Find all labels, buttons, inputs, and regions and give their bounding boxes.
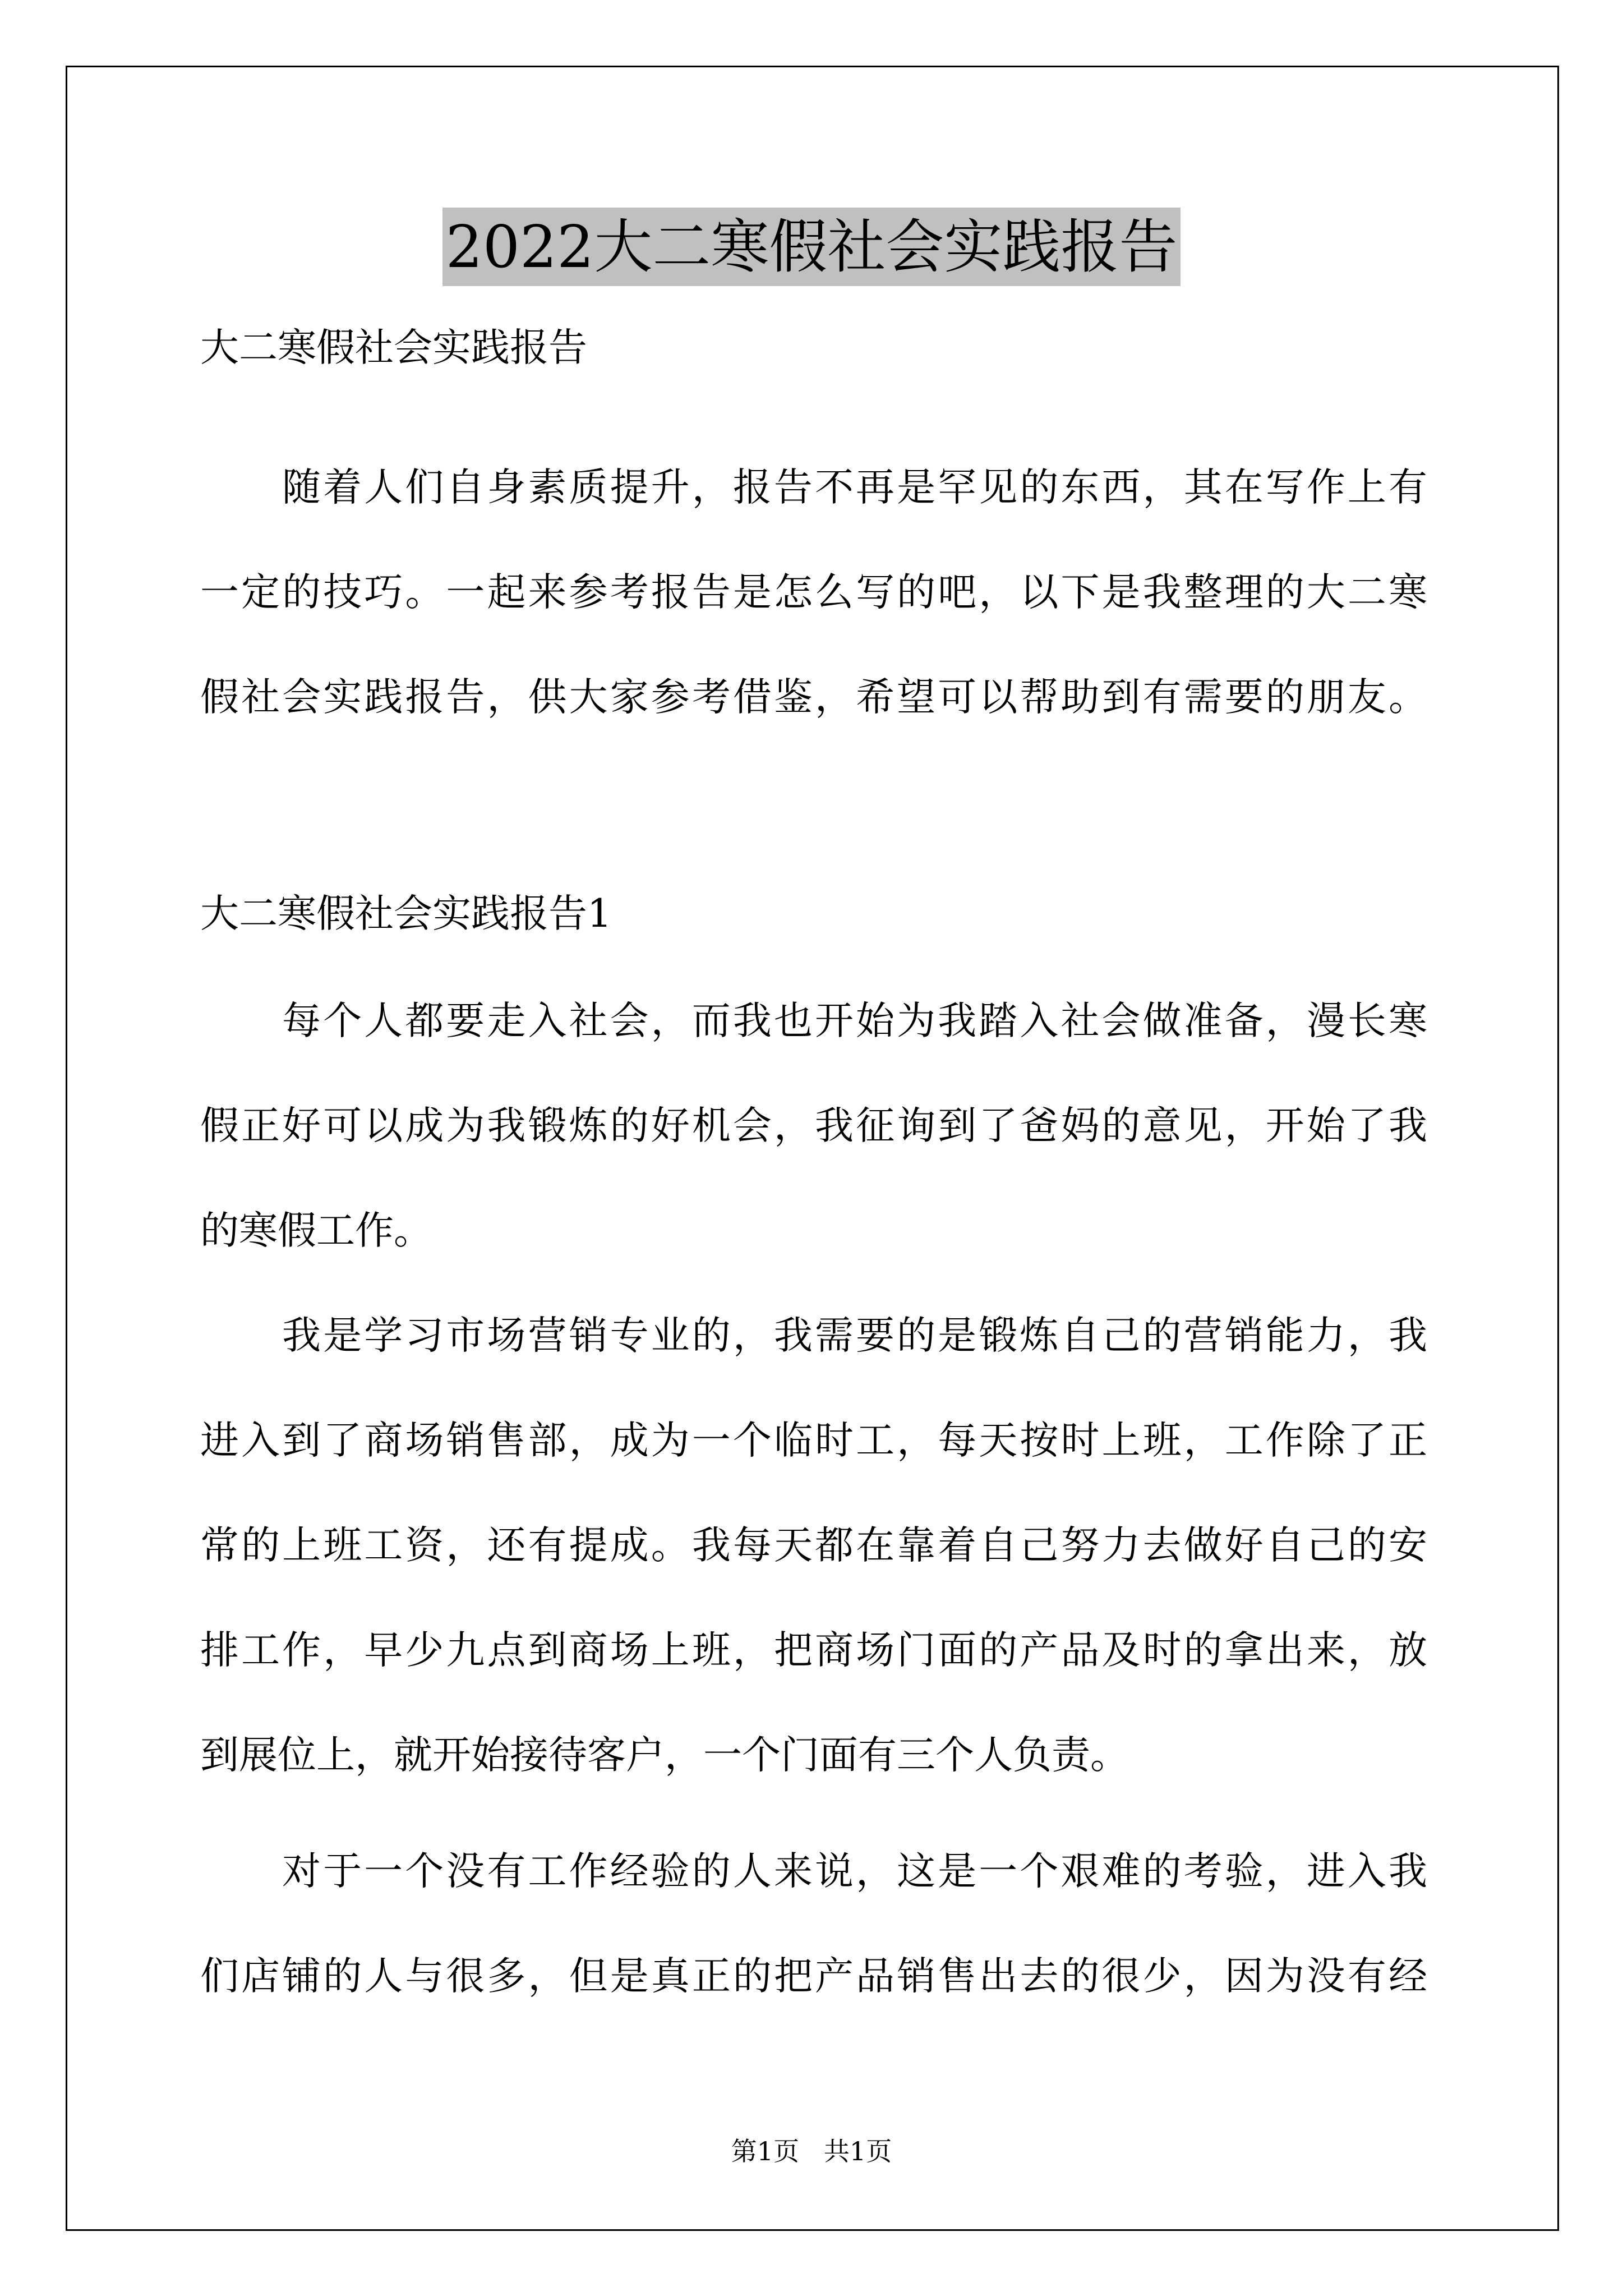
paragraph-line: 的寒假工作。 (200, 1208, 432, 1253)
paragraph-line: 们店铺的人与很多，但是真正的把产品销售出去的很少，因为没有经 (200, 1954, 1427, 1999)
page-footer: 第1页 共1页 (731, 2136, 892, 2166)
paragraph-line: 随着人们自身素质提升，报告不再是罕见的东西，其在写作上有 (282, 465, 1427, 510)
paragraph-line: 排工作，早少九点到商场上班，把商场门面的产品及时的拿出来，放 (200, 1628, 1427, 1673)
paragraph-line: 假正好可以成为我锻炼的好机会，我征询到了爸妈的意见，开始了我 (200, 1103, 1427, 1148)
section-heading: 大二寒假社会实践报告1 (200, 891, 612, 936)
paragraph-line: 对于一个没有工作经验的人来说，这是一个艰难的考验，进入我 (282, 1849, 1427, 1894)
section-heading: 大二寒假社会实践报告 (200, 325, 587, 370)
title-text: 2022大二寒假社会实践报告 (442, 208, 1181, 286)
paragraph-line: 我是学习市场营销专业的，我需要的是锻炼自己的营销能力，我 (282, 1313, 1427, 1358)
paragraph-line: 一定的技巧。一起来参考报告是怎么写的吧，以下是我整理的大二寒 (200, 570, 1427, 615)
document-title (0, 208, 1623, 286)
paragraph-line: 到展位上，就开始接待客户，一个门面有三个人负责。 (200, 1733, 1129, 1778)
paragraph-line: 常的上班工资，还有提成。我每天都在靠着自己努力去做好自己的安 (200, 1523, 1427, 1568)
paragraph-line: 假社会实践报告，供大家参考借鉴，希望可以帮助到有需要的朋友。 (200, 675, 1427, 720)
paragraph-line: 进入到了商场销售部，成为一个临时工，每天按时上班，工作除了正 (200, 1418, 1427, 1463)
paragraph-line: 每个人都要走入社会，而我也开始为我踏入社会做准备，漫长寒 (282, 999, 1427, 1043)
